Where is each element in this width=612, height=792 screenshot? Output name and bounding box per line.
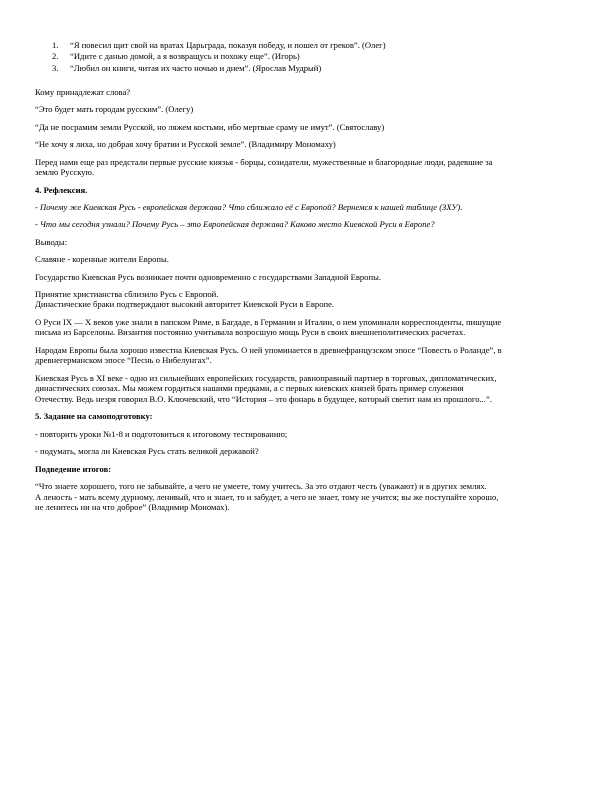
list-text: “Любил он книги, читая их часто ночью и днем”. (Ярослав Мудрый): [70, 62, 322, 73]
list-item: [52, 40, 572, 51]
quote-paragraph: “Это будет мать городам русским”. (Олегу): [35, 104, 194, 115]
document-body: [35, 87, 583, 520]
conclusion-paragraph: Славяне - коренные жители Европы.: [35, 254, 169, 265]
text-line: “Что знаете хорошего, того не забывайте, а чего не умеете, тому учитесь. За это отдают честь (уважают) и в других землях.: [35, 480, 487, 491]
text-line: Перед нами еще раз предстали первые русские князья - борцы, созидатели, мужественные и благородные люди, радевшие за: [35, 156, 493, 167]
quote-paragraph: “Да не посрамим земли Русской, но ляжем костьми, ибо мертвые сраму не имут”. (Святославу): [35, 121, 385, 132]
task-item: - подумать, могла ли Киевская Русь стать великой державой?: [35, 446, 259, 457]
text-line: династических союзах. Мы можем гордиться нашими предками, а с первых киевских князей брать пример служения: [35, 383, 464, 394]
question-paragraph: Кому принадлежат слова?: [35, 87, 131, 97]
list-item: [52, 63, 572, 74]
list-text: “Я повесил щит свой на вратах Царьграда, показуя победу, и пошел от греков”. (Олег): [70, 40, 386, 50]
list-text: “Идите с данью домой, а я возвращусь и похожу еще”. (Игорь): [70, 51, 300, 62]
conclusion-paragraph: [35, 373, 583, 405]
reflection-question-2: - Что мы сегодня узнали? Почему Русь – это Европейская держава? Каково место Киевской Руси в Европе?: [35, 219, 435, 230]
text-line: Народам Европы была хорошо известна Киевская Русь. О ней упоминается в древнефранцузском эпосе “Повесть о Роланде”, в: [35, 344, 502, 355]
quotes-numbered-list: [52, 40, 572, 74]
text-line: не ленитесь ни на что доброе” (Владимир Мономах).: [35, 502, 230, 513]
text-line: Отечеству. Ведь незря говорил В.О. Ключевский, что “История – это фонарь в будущее, который светит нам из прошлого...”.: [35, 394, 492, 405]
quote-paragraph: “Не хочу я лиха, но добрая хочу братии и Русской земле”. (Владимиру Мономаху): [35, 139, 336, 150]
reflection-question-1: - Почему же Киевская Русь - европейская держава? Что сближало её с Европой? Вернемся к нашей таблице (ЗХУ).: [35, 201, 463, 212]
list-number: 1.: [52, 40, 59, 50]
list-number: 2.: [52, 51, 59, 62]
conclusion-paragraph: [35, 289, 583, 310]
task-item: - повторить уроки №1-8 и подготовиться к итоговому тестированию;: [35, 428, 288, 439]
final-quote-paragraph: [35, 481, 583, 513]
list-item: [52, 51, 572, 62]
text-line: Киевская Русь в XI веке - одно из сильнейших европейских государств, равноправный партнер в торговых, дипломатических,: [35, 372, 497, 383]
section-4-heading: 4. Рефлексия.: [35, 184, 88, 195]
text-line: О Руси IX — X веков уже знали в папском Риме, в Багдаде, в Германии и Италии, о нем упоминали корреспонденты, пишущие: [35, 316, 502, 327]
text-line: А леность - мать всему дурному, ленивый, что и знает, то и забудет, а чего не знает, тому не учится; вы же поступайте хорошо,: [35, 491, 499, 502]
text-line: Принятие христианства сблизило Русь с Европой.: [35, 288, 219, 299]
conclusion-paragraph: [35, 345, 583, 366]
summary-paragraph: [35, 157, 583, 178]
text-line: письма из Барселоны. Византия постоянно учитывала возросшую мощь Руси в своих внешнеполитических расчетах.: [35, 327, 466, 338]
text-line: землю Русскую.: [35, 167, 95, 178]
text-line: древнегерманском эпосе “Песнь о Нибелунгах”.: [35, 355, 212, 366]
text-line: Династические браки подтверждают высокий авторитет Киевской Руси в Европе.: [35, 299, 335, 310]
results-heading: Подведение итогов:: [35, 463, 112, 474]
conclusion-paragraph: Государство Киевская Русь возникает почти одновременно с государствами Западной Европы.: [35, 271, 382, 282]
list-number: 3.: [52, 62, 59, 73]
conclusions-label: Выводы:: [35, 236, 68, 247]
section-5-heading: 5. Задание на самоподготовку:: [35, 411, 153, 422]
conclusion-paragraph: [35, 317, 583, 338]
